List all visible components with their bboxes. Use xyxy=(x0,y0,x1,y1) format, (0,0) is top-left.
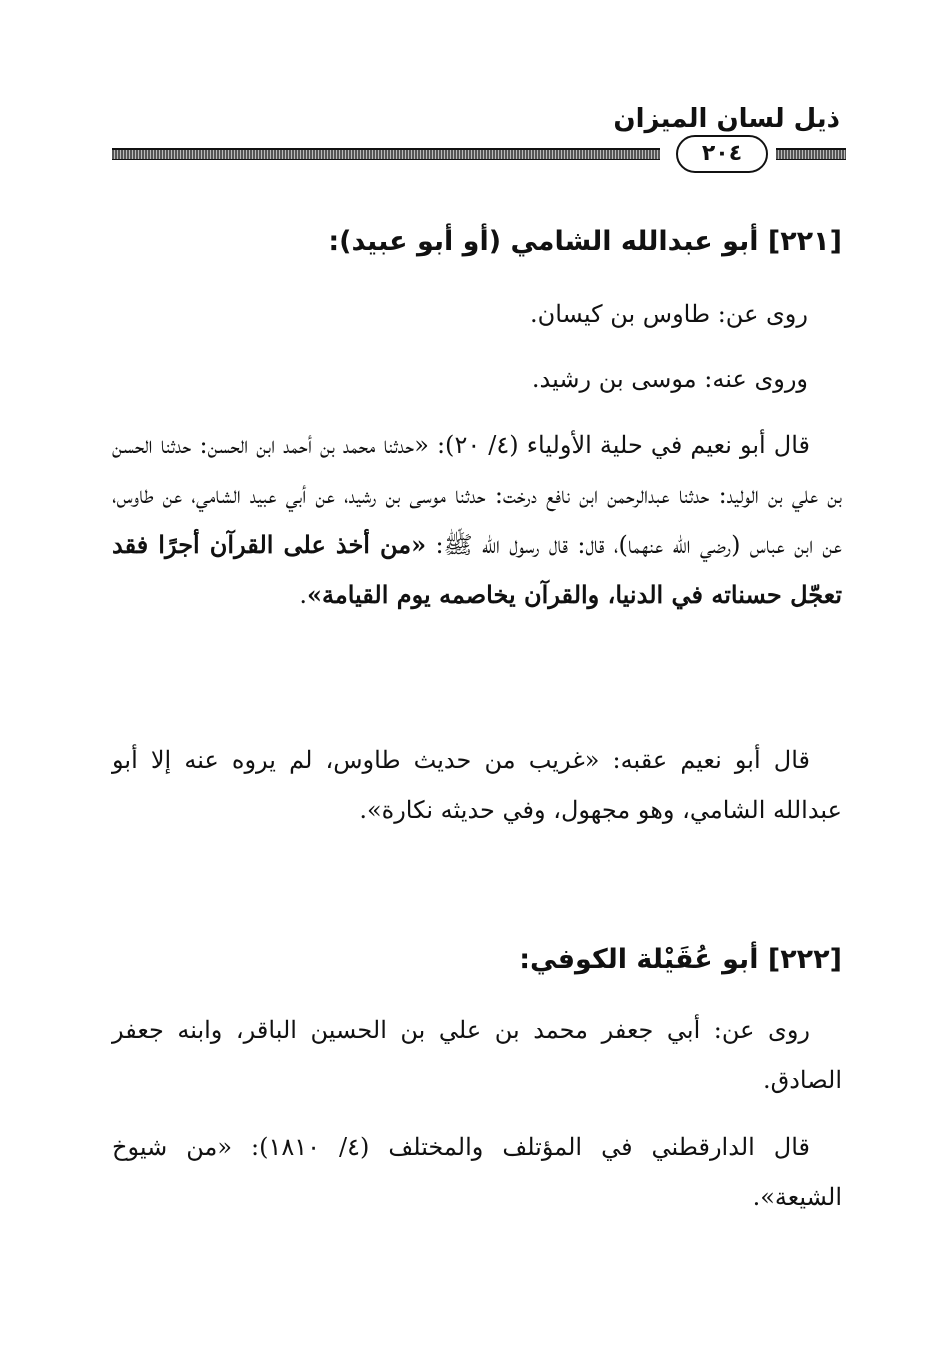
entry-221-paragraph-1 xyxy=(112,420,842,620)
entry-222-heading-block xyxy=(112,940,842,980)
entry-221-narrated-from-block xyxy=(112,290,842,338)
entry-heading: [٢٢١] أبو عبدالله الشامي (أو أبو عبيد): xyxy=(328,226,842,257)
page-number: ٢٠٤ xyxy=(676,135,768,173)
citation-end: . xyxy=(299,581,308,609)
running-title: ذيل لسان الميزان xyxy=(613,104,840,134)
narrated-from-line: روى عن: طاوس بن كيسان. xyxy=(529,300,808,328)
entry-221-narrated-by-block xyxy=(112,355,842,403)
abu-nuaym-citation-paragraph xyxy=(112,420,842,620)
entry-heading: [٢٢٢] أبو عُقَيْلة الكوفي: xyxy=(519,944,842,975)
narrated-by-line: وروى عنه: موسى بن رشيد. xyxy=(531,365,808,393)
narrated-from-paragraph: روى عن: أبي جعفر محمد بن علي بن الحسين الباقر، وابنه جعفر الصادق. xyxy=(112,1016,842,1094)
hadith-text: «من أخذ على القرآن أجرًا فقد تعجّل حسناته في الدنيا، والقرآن يخاصمه يوم القيامة» xyxy=(112,530,842,609)
entry-221-paragraph-2 xyxy=(112,735,842,835)
entry-222-paragraph-1 xyxy=(112,1122,842,1222)
entry-221-heading-block xyxy=(112,222,842,262)
header-rule-short xyxy=(776,148,846,160)
daraqutni-citation-paragraph: قال الدارقطني في المؤتلف والمختلف (٤/ ١٨١٠): «من شيوخ الشيعة». xyxy=(112,1133,842,1211)
citation-intro: قال أبو نعيم في حلية الأولياء (٤/ ٢٠): «حدثنا محمد بن أحمد ابن الحسن: حدثنا الحسن بن علي بن الوليد: حدثنا عبدالرحمن ابن نافع درخت: حدثنا موسى بن رشيد، عن أبي عبيد الشامي، عن طاوس، عن ابن عباس (رضي الله عنهما)، قال: قال رسول الله ﷺ: xyxy=(112,431,843,559)
header-rule xyxy=(112,148,660,160)
abu-nuaym-comment-paragraph: قال أبو نعيم عقبه: «غريب من حديث طاوس، لم يروه عنه إلا أبو عبدالله الشامي، وهو مجهول، وفي حديثه نكارة». xyxy=(112,746,842,824)
entry-222-narrated-from-block xyxy=(112,1005,842,1105)
